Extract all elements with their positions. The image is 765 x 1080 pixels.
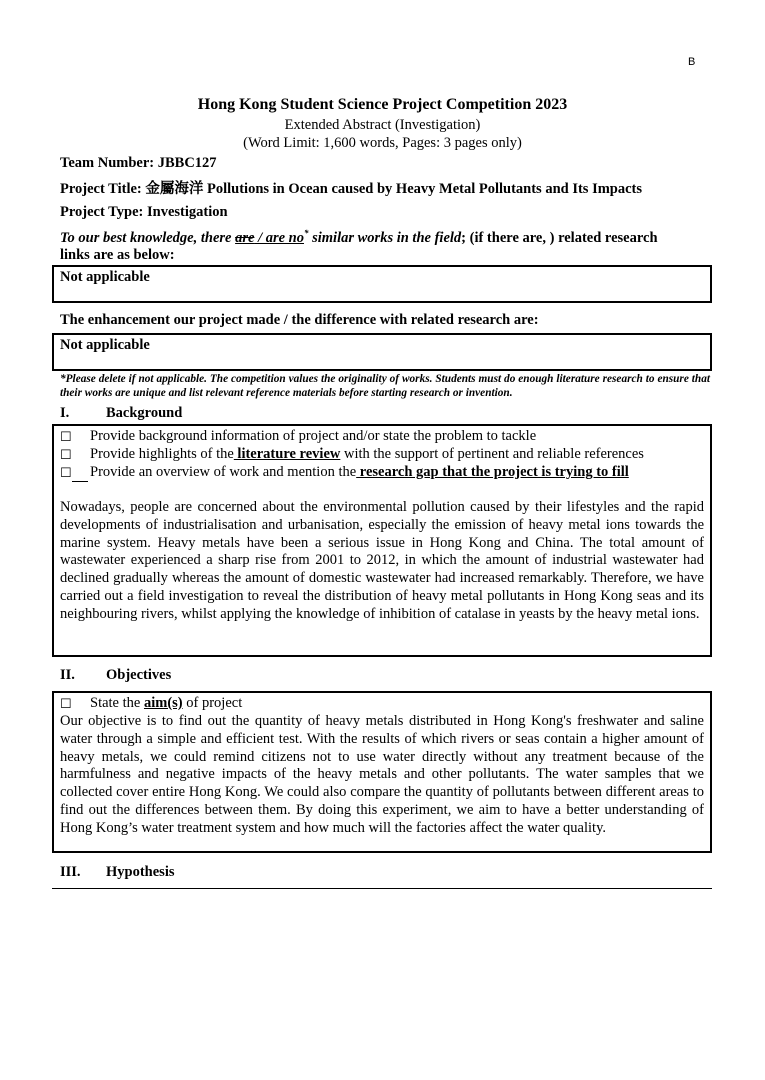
check2-text-c: with the support of pertinent and reliable references	[340, 446, 644, 462]
project-type-value: Investigation	[146, 204, 228, 220]
hypothesis-divider	[52, 888, 712, 889]
checkbox-icon[interactable]: ☐	[60, 447, 72, 462]
obj-check-text-c: of project	[182, 695, 243, 711]
background-paragraph: Nowadays, people are concerned about the environmental pollution caused by their lifestyles and the rapid developments of industrialisation and urbanisation, especially the emission of heavy metal ions towards the marine system. Heavy metals have been a serious issue in Hong Kong and China. The total amount of wastewater experienced a sharp rise from 2001 to 2012, in which the amount of industrial wastewater had declined gradually whereas the amount of domestic wastewater had increased remarkably. Therefore, we have carried out a field investigation to reveal the distribution of heavy metal pollutants in Hong Kong seas and its neighbouring rivers, whilst applying the knowledge of inhibition of catalase in yeasts by the heavy metal ions.	[60, 499, 704, 622]
page-title: Hong Kong Student Science Project Competition 2023	[197, 96, 568, 113]
checkbox-icon[interactable]: ☐	[60, 429, 72, 444]
literature-review-emphasis: literature review	[233, 446, 341, 462]
page-subtitle: Extended Abstract (Investigation)	[284, 117, 481, 133]
similar-works-text-4: ; (if there are, ) related research	[461, 229, 658, 246]
project-title	[60, 177, 642, 198]
similar-works-line2: links are as below:	[60, 247, 175, 263]
aims-emphasis: aim(s)	[143, 695, 183, 711]
background-check-3	[90, 464, 629, 481]
checkbox-icon[interactable]: ☐	[60, 696, 72, 711]
check3-text-a: Provide an overview of work and mention the	[90, 464, 357, 480]
obj-check-text-a: State the	[90, 695, 144, 711]
section-number: I.	[60, 405, 70, 421]
team-number-label: Team Number:	[60, 155, 158, 171]
section-number: II.	[60, 667, 75, 683]
team-number	[60, 155, 217, 172]
similar-works-struck: are	[235, 229, 255, 246]
page-letter: B	[688, 56, 696, 68]
objectives-check-1	[90, 695, 242, 712]
objectives-paragraph: Our objective is to find out the quantity of heavy metals distributed in Hong Kong's freshwater and saline water through a simple and efficient test. With the results of which rivers or seas contain a higher amount of heavy metals, we could remind citizens not to use water directly without any treatment because of the harmfulness and negative impacts of the heavy metals and other pollutants. The water samples that we collected cover entire Hong Kong. We could also compare the quantity of pollutants between different areas to find out the differences between them. By doing this experiment, we aim to have a better understanding of Hong Kong’s water treatment system and how much will the factories affect the water quality.	[60, 713, 704, 836]
research-gap-emphasis: research gap that the project is trying to fill	[356, 464, 629, 480]
background-check-2	[90, 446, 644, 463]
objectives-box	[52, 691, 712, 853]
check2-text-a: Provide highlights of the	[90, 446, 234, 462]
enhancement-prompt: The enhancement our project made / the difference with related research are:	[60, 312, 539, 328]
section-number: III.	[60, 864, 81, 880]
originality-note: *Please delete if not applicable. The competition values the originality of works. Students must do enough literature research to ensure that their works are unique and list relevant reference materials before starting research or invention.	[60, 373, 710, 399]
background-box	[52, 424, 712, 657]
project-type-label: Project Type:	[60, 204, 147, 220]
similar-works-text-3: similar works in the field	[308, 229, 462, 246]
enhancement-box	[52, 333, 712, 371]
project-title-label: Project Title:	[60, 181, 146, 197]
check3-underline	[72, 481, 88, 482]
similar-works-star: *	[303, 228, 309, 238]
section-title: Background	[106, 405, 183, 421]
team-number-value: JBBC127	[157, 155, 217, 171]
related-research-answer: Not applicable	[60, 269, 150, 285]
checkbox-icon[interactable]: ☐	[60, 465, 72, 480]
related-research-box	[52, 265, 712, 303]
word-limit: (Word Limit: 1,600 words, Pages: 3 pages only)	[243, 135, 522, 151]
similar-works-are-no: / are no	[254, 229, 304, 246]
project-type	[60, 204, 228, 221]
section-title: Objectives	[106, 667, 172, 683]
section-title: Hypothesis	[106, 864, 175, 880]
similar-works-text-1: To our best knowledge, there	[60, 229, 236, 246]
background-check-1: Provide background information of project and/or state the problem to tackle	[90, 428, 537, 444]
enhancement-answer: Not applicable	[60, 337, 150, 353]
project-title-value: 金屬海洋 Pollutions in Ocean caused by Heavy Metal Pollutants and Its Impacts	[145, 181, 643, 197]
similar-works-statement	[60, 228, 658, 247]
